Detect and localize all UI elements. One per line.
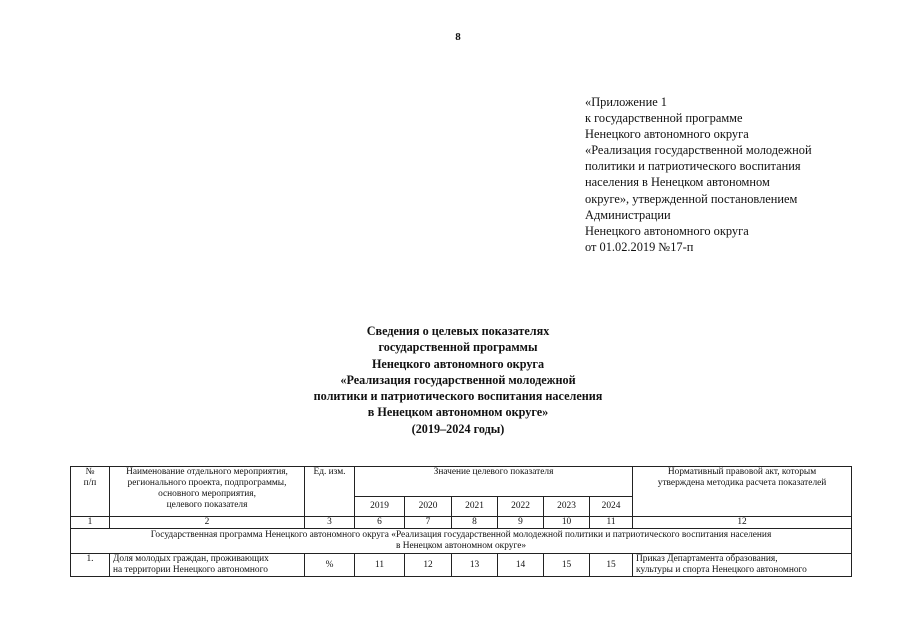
title-line: государственной программы [378,340,538,355]
column-number: 11 [590,517,633,529]
page-number: 8 [455,31,461,43]
row-value: 15 [544,554,590,577]
appendix-line: «Реализация государственной молодежной [585,143,812,158]
column-number: 1 [71,517,110,529]
appendix-line: Ненецкого автономного округа [585,223,749,238]
appendix-line: округе», утвержденной постановлением [585,191,798,206]
title-line: политики и патриотического воспитания населения [313,389,603,404]
header-year: 2020 [405,497,452,517]
row-unit: % [305,554,355,577]
appendix-line: к государственной программе [585,111,743,126]
title-line: (2019–2024 годы) [411,421,505,436]
column-number: 3 [305,517,355,529]
column-number: 7 [405,517,452,529]
section-title: Государственная программа Ненецкого автономного округа «Реализация государственной молодежной политики и патриотического воспитания населения в Ненецком автономном округе» [71,529,852,554]
row-value: 12 [405,554,452,577]
row-value: 11 [355,554,405,577]
header-year: 2024 [590,497,633,517]
appendix-line: политики и патриотического воспитания [585,159,801,174]
header-year: 2021 [452,497,498,517]
row-legal-act: Приказ Департамента образования, культуры и спорта Ненецкого автономного [633,554,852,577]
row-value: 14 [498,554,544,577]
title-line: в Ненецком автономном округе» [367,405,549,420]
indicators-table [70,466,852,577]
header-unit: Ед. изм. [305,467,355,517]
title-line: Ненецкого автономного округа [371,356,545,371]
appendix-line: Ненецкого автономного округа [585,127,749,142]
column-number: 6 [355,517,405,529]
column-number: 9 [498,517,544,529]
table-row [71,554,852,577]
row-value: 13 [452,554,498,577]
column-number: 8 [452,517,498,529]
row-name: Доля молодых граждан, проживающих на территории Ненецкого автономного [110,554,305,577]
document-title [250,323,666,437]
appendix-line: «Приложение 1 [585,95,667,109]
column-number: 10 [544,517,590,529]
title-line: Сведения о целевых показателях [366,324,550,338]
title-line: «Реализация государственной молодежной [340,372,576,387]
header-year: 2022 [498,497,544,517]
appendix-note [585,94,885,255]
column-number: 2 [110,517,305,529]
header-legal-act: Нормативный правовой акт, которым утверждена методика расчета показателей [633,467,852,517]
header-target-values: Значение целевого показателя [355,467,633,497]
row-value: 15 [590,554,633,577]
column-number: 12 [633,517,852,529]
appendix-line: от 01.02.2019 №17-п [585,239,694,254]
header-name: Наименование отдельного мероприятия, регионального проекта, подпрограммы, основного мероприятия, целевого показателя [110,467,305,517]
row-number: 1. [71,554,110,577]
appendix-line: населения в Ненецком автономном [585,175,770,190]
header-year: 2019 [355,497,405,517]
header-num: № п/п [71,467,110,517]
header-year: 2023 [544,497,590,517]
appendix-line: Администрации [585,207,671,222]
